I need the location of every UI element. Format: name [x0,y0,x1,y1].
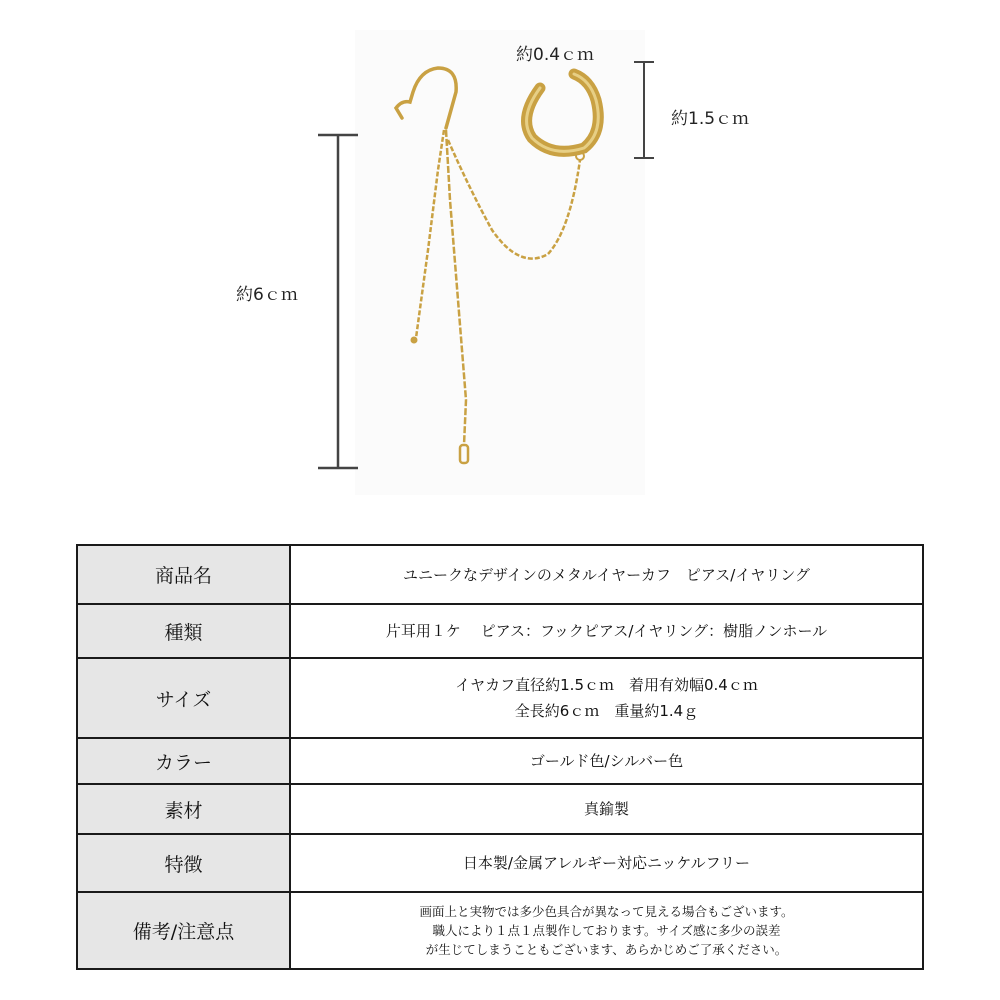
value-line: 片耳用１ケ ピアス：フックピアス/イヤリング：樹脂ノンホール [385,622,828,640]
row-value-material [290,784,923,834]
value-line: ゴールド色/シルバー色 [529,752,684,770]
value-line: 日本製/金属アレルギー対応ニッケルフリー [462,854,751,872]
value-line: が生じてしまうこともございます、あらかじめご了承ください。 [425,942,788,957]
diameter-dimension-bar [634,62,654,158]
row-value-type [290,604,923,658]
table-row [77,658,923,738]
value-line: 職人により１点１点製作しております。サイズ感に多少の誤差 [432,923,781,938]
row-label-size: サイズ [77,658,290,738]
table-row [77,892,923,969]
row-value-product-name [290,545,923,604]
chain-loop [448,140,580,259]
table-row [77,834,923,892]
row-label-material: 素材 [77,784,290,834]
row-value-notes [290,892,923,969]
row-value-color [290,738,923,784]
row-label-color: カラー [77,738,290,784]
value-line: ユニークなデザインのメタルイヤーカフ ピアス/イヤリング [402,565,811,584]
spec-table [76,544,924,970]
value-line: 真鍮製 [583,800,629,818]
length-dimension-bar [318,135,358,468]
row-value-features [290,834,923,892]
row-label-notes: 備考/注意点 [77,892,290,969]
hook-icon [396,68,456,128]
row-label-features: 特徴 [77,834,290,892]
chain-long [446,130,466,445]
table-row [77,738,923,784]
value-line: 画面上と実物では多少色具合が異なって見える場合もございます。 [419,904,794,919]
width-dimension-label: 約0.4ｃｍ [516,45,595,65]
row-value-size [290,658,923,738]
diameter-dimension-label: 約1.5ｃｍ [671,109,750,129]
row-label-type: 種類 [77,604,290,658]
table-row [77,545,923,604]
length-dimension-label: 約6ｃｍ [236,285,298,305]
value-line: 全長約6ｃｍ 重量約1.4ｇ [514,702,699,720]
value-line: イヤカフ直径約1.5ｃｍ 着用有効幅0.4ｃｍ [455,676,758,694]
row-label-product-name: 商品名 [77,545,290,604]
table-row [77,784,923,834]
table-row [77,604,923,658]
chain-short [416,130,444,338]
